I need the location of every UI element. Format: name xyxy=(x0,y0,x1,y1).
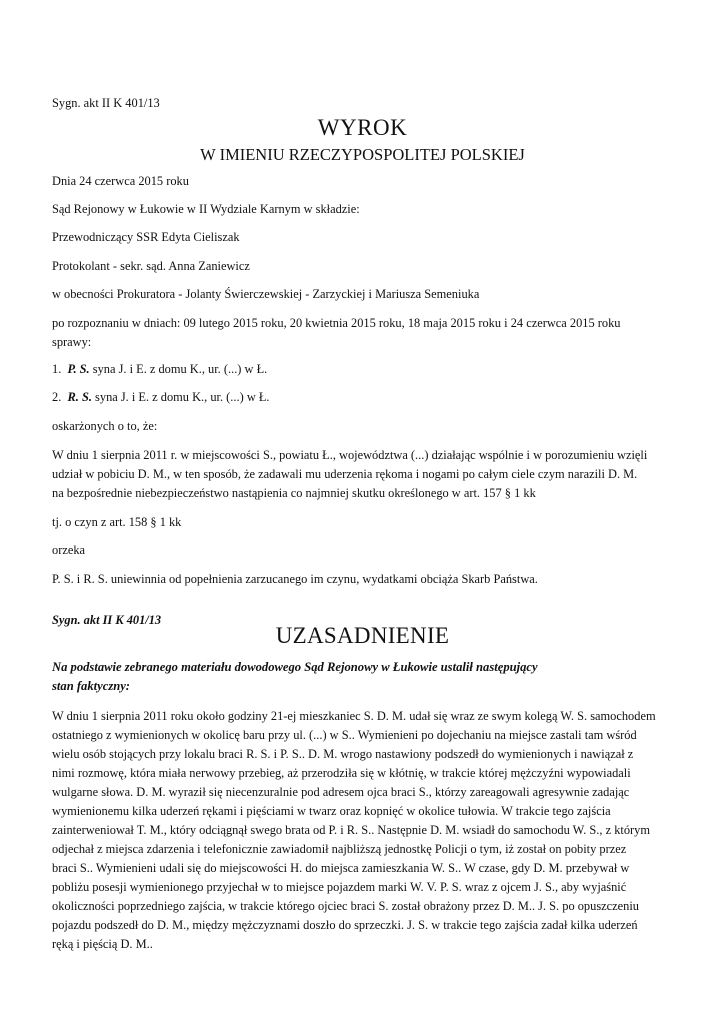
defendant-item xyxy=(52,388,673,407)
hearing-dates-line: po rozpoznaniu w dniach: 09 lutego 2015 roku, 20 kwietnia 2015 roku, 18 maja 2015 roku i 24 czerwca 2015 roku xyxy=(52,316,621,330)
ruling-verb: orzeka xyxy=(52,543,86,557)
body-line: zainterweniował T. M., który odciągnął swego brata od P. i R. S.. Następnie D. M. wsiadł do samochodu W. S., z którym xyxy=(52,823,650,837)
justification-title: UZASADNIENIE xyxy=(275,623,450,648)
justification-lead-line: Na podstawie zebranego materiału dowodowego Sąd Rejonowy w Łukowie ustalił następujący xyxy=(52,660,538,674)
body-line: pojazdu podszedł do D. M., między mężczyznami doszło do sprzeczki. J. S. w trakcie tego zajścia zadał kilka uderzeń xyxy=(52,918,638,932)
defendant-number: 2. xyxy=(52,390,62,404)
court-clerk: Protokolant - sekr. sąd. Anna Zaniewicz xyxy=(52,259,250,273)
hearing-dates-line: sprawy: xyxy=(52,335,92,349)
defendant-number: 1. xyxy=(52,362,62,376)
body-line: odjechał z miejsca zdarzenia i telefonicznie zawiadomił najbliższą jednostkę Policji o tym, iż został on pobity przez xyxy=(52,842,627,856)
body-line: wielu osób stojących przy lokalu braci R. S. i P. S.. D. M. wrogo nastawiony podszedł do wymienionych i nawiązał z xyxy=(52,747,634,761)
charge-line: W dniu 1 sierpnia 2011 r. w miejscowości S., powiatu Ł., województwa (...) działając wspólnie i w porozumieniu wzięli xyxy=(52,448,648,462)
ruling-text: P. S. i R. S. uniewinnia od popełnienia zarzucanego im czynu, wydatkami obciąża Skarb Państwa. xyxy=(52,572,538,586)
body-line: W dniu 1 sierpnia 2011 roku około godziny 21-ej mieszkaniec S. D. M. udał się wraz ze swym kolegą W. S. samochodem xyxy=(52,709,656,723)
charge-line: na bezpośrednie niebezpieczeństwo nastąpienia co najmniej skutku określonego w art. 157 § 1 kk xyxy=(52,486,536,500)
body-line: ręką i pięścią D. M.. xyxy=(52,937,153,951)
case-number: Sygn. akt II K 401/13 xyxy=(52,96,160,110)
defendant-details: syna J. i E. z domu K., ur. (...) w Ł. xyxy=(89,362,268,376)
justification-lead-line: stan faktyczny: xyxy=(52,679,131,693)
defendant-details: syna J. i E. z domu K., ur. (...) w Ł. xyxy=(91,390,270,404)
charge-line: udział w pobiciu D. M., w ten sposób, że zadawali mu uderzenia rękoma i nogami po całym ciele czym narazili D. M. xyxy=(52,467,638,481)
charge-description xyxy=(52,446,673,503)
prosecutor-presence: w obecności Prokuratora - Jolanty Świerczewskiej - Zarzyckiej i Mariusza Semeniuka xyxy=(52,287,480,301)
defendant-initials: R. S. xyxy=(67,390,92,404)
document-subtitle: W IMIENIU RZECZYPOSPOLITEJ POLSKIEJ xyxy=(200,145,525,164)
defendant-initials: P. S. xyxy=(67,362,90,376)
presiding-judge: Przewodniczący SSR Edyta Cieliszak xyxy=(52,230,240,244)
body-line: wulgarne słowa. D. M. wyraził się niecenzuralnie pod adresem ojca braci S., którzy zareagowali agresywnie zadając xyxy=(52,785,630,799)
justification-body xyxy=(52,707,673,954)
defendant-item xyxy=(52,360,673,379)
court-composition: Sąd Rejonowy w Łukowie w II Wydziale Karnym w składzie: xyxy=(52,202,360,216)
body-line: braci S.. Wymienieni udali się do miejscowości H. do miejsca zamieszkania W. S.. W czase, gdy D. M. przebywał w xyxy=(52,861,630,875)
body-line: pobliżu posesji wymienionego przyjechał w to miejsce pojazdem marki W. V. P. S. wraz z ojcem J. S., aby wyjaśnić xyxy=(52,880,627,894)
accusation-intro: oskarżonych o to, że: xyxy=(52,419,158,433)
hearing-dates xyxy=(52,314,673,352)
justification-case-number: Sygn. akt II K 401/13 xyxy=(52,613,162,628)
body-line: nimi rozmowę, która miała nerwowy przebieg, aż przerodziła się w kłótnię, w trakcie której mężczyźni wypowiadali xyxy=(52,766,631,780)
document-title: WYROK xyxy=(317,115,408,140)
judgment-date: Dnia 24 czerwca 2015 roku xyxy=(52,174,189,188)
body-line: ostatniego z wymienionych w okolicę baru przy ul. (...) w S.. Wymienieni po dojechaniu na miejsce zastali tam wśród xyxy=(52,728,637,742)
justification-lead xyxy=(52,658,673,696)
legal-qualification: tj. o czyn z art. 158 § 1 kk xyxy=(52,515,182,529)
body-line: wymienionemu kilka uderzeń rękami i pięściami w twarz oraz kopnięć w okolice tułowia. W trakcie tego zajścia xyxy=(52,804,611,818)
body-line: okoliczności poprzedniego zajścia, w trakcie którego ojciec braci S. został obrażony przez D. M.. J. S. po opuszczeniu xyxy=(52,899,639,913)
